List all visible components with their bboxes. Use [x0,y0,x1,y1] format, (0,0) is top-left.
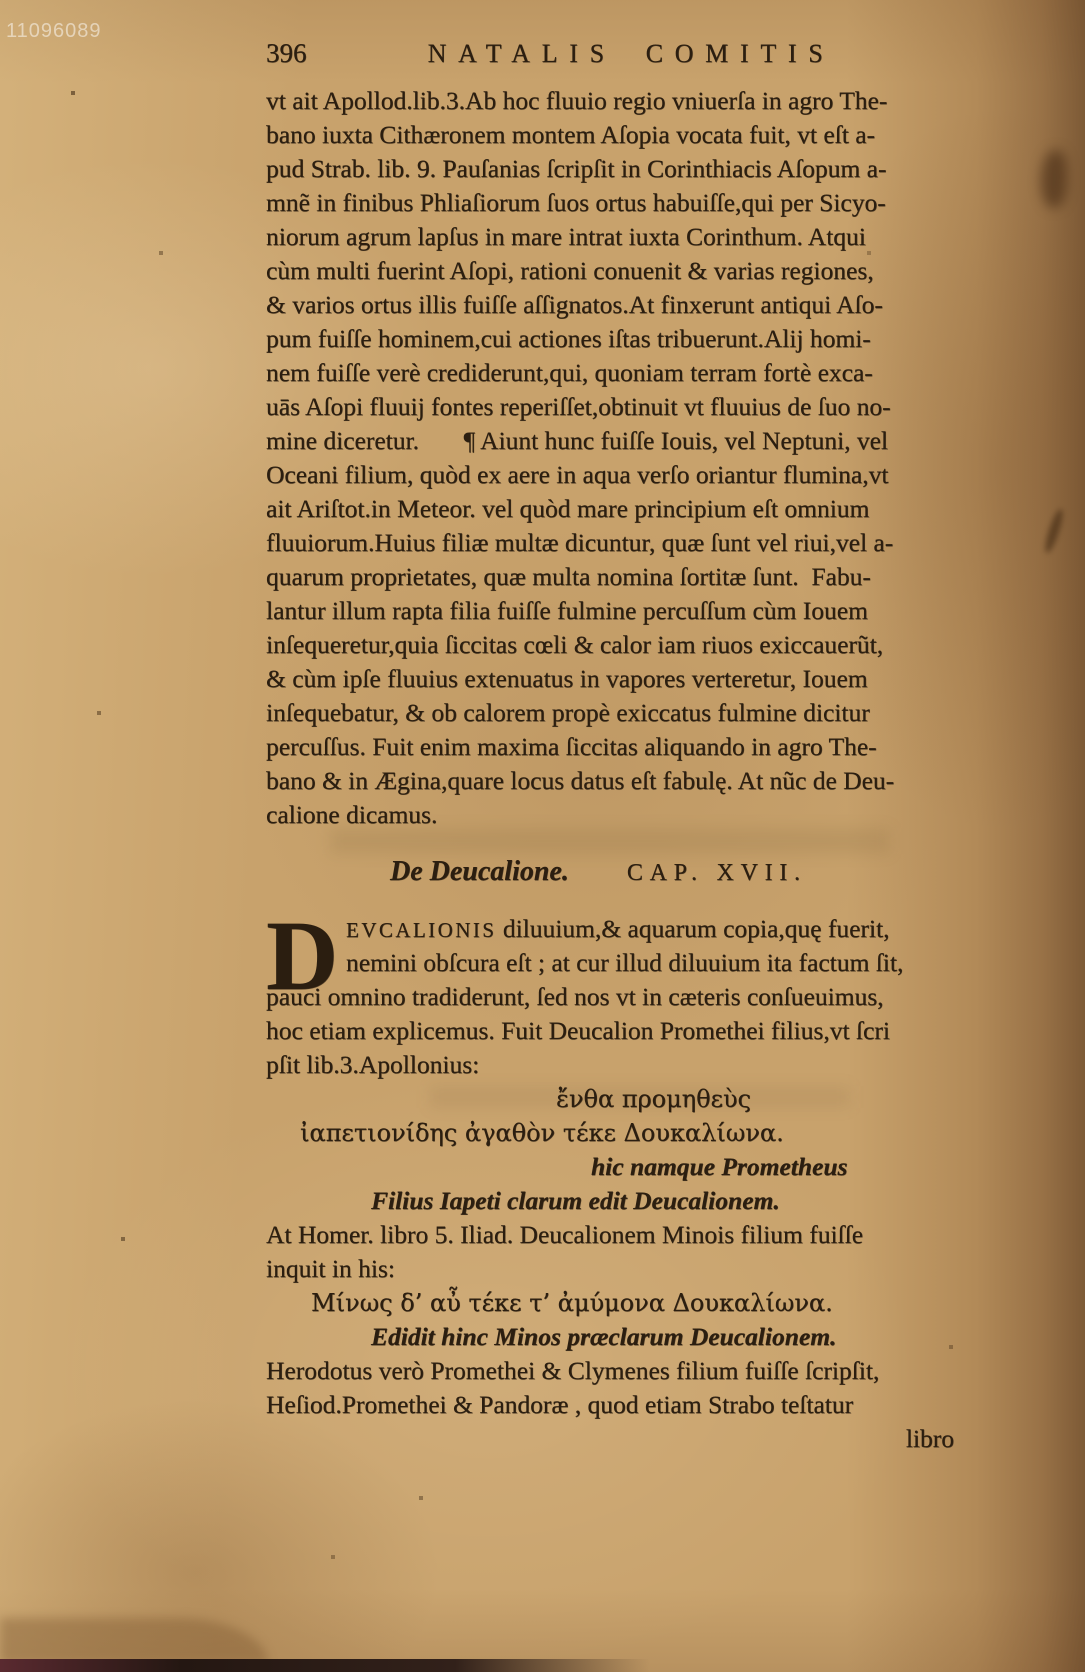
chapter-title: De Deucalione. [390,856,569,887]
text-line: hoc etiam explicemus. Fuit Deucalion Promethei filius,vt ſcri [266,1016,890,1045]
text-line: inſequebatur, & ob calorem propè exiccatus fulmine dicitur [266,698,870,727]
text-line: ait Ariſtot.in Meteor. vel quòd mare principium eſt omnium [266,494,870,523]
text-line: uās Aſopi fluuij fontes reperiſſet,obtinuit vt fluuius de ſuo no- [266,392,891,421]
smallcaps-word: EVCALIONIS [346,918,497,942]
greek-quote-line: ἔνθα προμηθεὺς [556,1085,751,1113]
greek-quote-line: ἰαπετιονίδης ἀγαθὸν τέκε Δουκαλίωνα. [300,1119,784,1147]
chapter-heading [266,855,966,889]
scan-background-strip [0,1659,650,1672]
text-line: Oceani filium, quòd ex aere in aqua verſo oriantur flumina,vt [266,460,889,489]
text-line: lantur illum rapta filia fuiſſe fulmine percuſſum cùm Iouem [266,596,868,625]
text-line: pauci omnino tradiderunt, ſed nos vt in cæteris conſueuimus, [266,982,884,1011]
text-line: Heſiod.Promethei & Pandoræ , quod etiam Strabo teſtatur [266,1390,854,1419]
text-line: bano iuxta Cithæronem montem Aſopia vocata fuit, vt eſt a- [266,120,876,149]
text-line: nemini obſcura eſt ; at cur illud diluuium ita factum ſit, [346,948,904,977]
text-line: fluuiorum.Huius filiæ multæ dicuntur, quæ ſunt vel riui,vel a- [266,528,894,557]
text-line: pſit lib.3.Apollonius: [266,1050,480,1079]
italic-quote-line: Edidit hinc Minos præclarum Deucalionem. [371,1322,837,1351]
catchword: libro [905,1424,954,1453]
page-number: 396 [266,38,307,68]
text-line [266,912,966,946]
drop-cap: D [266,900,339,1011]
text-line: mnẽ in finibus Phliaſiorum ſuos ortus habuiſſe,qui per Sicyo- [266,188,886,217]
chapter-number: CAP. XVII. [626,860,807,886]
watermark-number: 11096089 [6,20,102,42]
page-header [266,38,966,69]
chapter-paragraph [266,900,966,1082]
running-title: NATALIS COMITIS [427,39,835,68]
text-line: vt ait Apollod.lib.3.Ab hoc fluuio regio vniuerſa in agro The- [266,86,888,115]
corner-shadow [0,1618,268,1664]
page-edge-smudge [1041,150,1067,208]
text-line: niorum agrum lapſus in mare intrat iuxta Corinthum. Atqui [266,222,866,251]
text-line: cùm multi fuerint Aſopi, rationi conuenit & varias regiones, [266,256,874,285]
text-line: pum fuiſſe hominem,cui actiones iſtas tribuerunt.Alij homi- [266,324,871,353]
text-line: quarum proprietates, quæ multa nomina ſortitæ ſunt. Fabu- [266,562,871,591]
text-line: & cùm ipſe fluuius extenuatus in vapores verteretur, Iouem [266,664,868,693]
greek-quote-line: Μίνως δ’ αὖ τέκε τ’ ἀμύμονα Δουκαλίωνα. [311,1289,833,1317]
text-line: inſequeretur,quia ſiccitas cœli & calor iam riuos exiccauerũt, [266,630,884,659]
paper-specks [0,0,2,2]
text-line: calione dicamus. [266,800,438,829]
text-line: nem fuiſſe verè crediderunt,qui, quoniam terram fortè exca- [266,358,873,387]
italic-quote-line: hic namque Prometheus [591,1152,848,1181]
text-line: inquit in his: [266,1254,395,1283]
text-line: bano & in Ægina,quare locus datus eſt fabulę. At nũc de Deu- [266,766,895,795]
text-line: Herodotus verò Promethei & Clymenes filium fuiſſe ſcripſit, [266,1356,880,1385]
text-line: At Homer. libro 5. Iliad. Deucalionem Minois filium fuiſſe [266,1220,864,1249]
text-run: diluuium,& aquarum copia,quę fuerit, [496,914,890,943]
italic-quote-line: Filius Iapeti clarum edit Deucalionem. [371,1186,780,1215]
text-line: & varios ortus illis fuiſſe aſſignatos.At finxerunt antiqui Aſo- [266,290,883,319]
text-block [266,84,966,1456]
text-line: pud Strab. lib. 9. Pauſanias ſcripſit in Corinthiacis Aſopum a- [266,154,887,183]
text-line: percuſſus. Fuit enim maxima ſiccitas aliquando in agro The- [266,732,877,761]
text-line-with-pilcrow: mine diceretur. ¶ Aiunt hunc fuiſſe Iouis, vel Neptuni, vel [266,426,889,455]
